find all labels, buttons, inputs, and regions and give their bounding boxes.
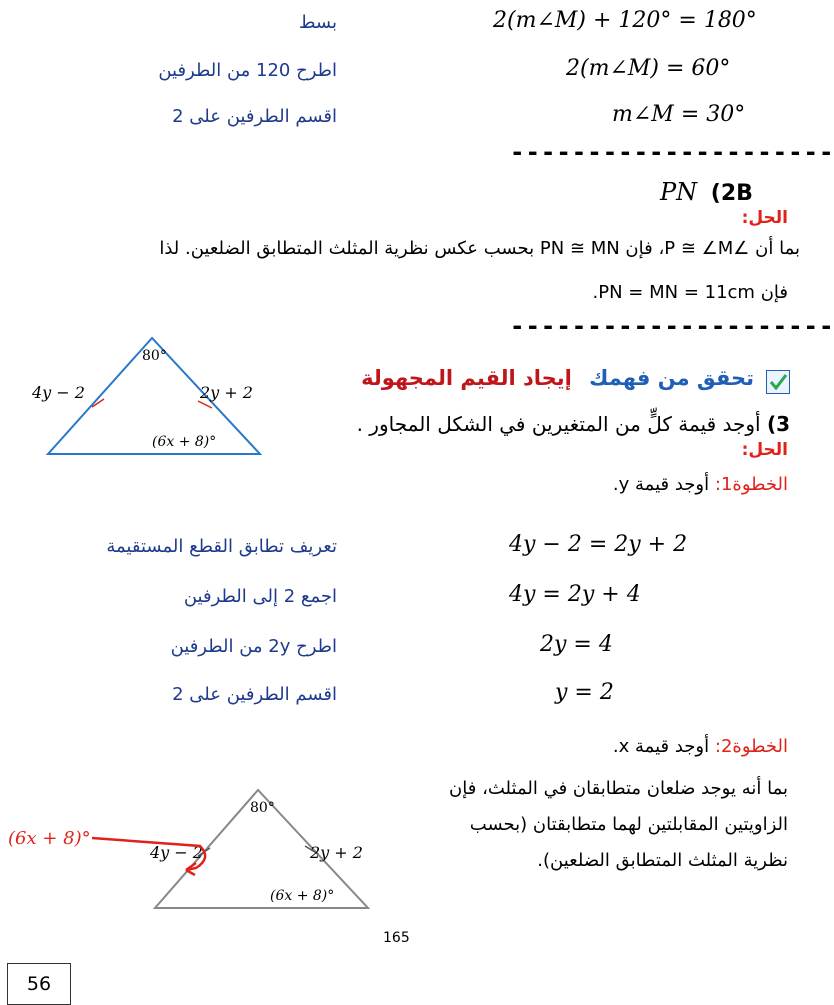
step1-reason-3: اطرح 2y من الطرفين	[170, 636, 337, 657]
check-prefix: تحقق من فهمك	[589, 366, 754, 390]
step1-line	[613, 474, 788, 495]
check-icon	[766, 370, 790, 394]
step2-para-2: الزاويتين المقابلتين لهما متطابقتان (بحسب	[469, 814, 788, 835]
tri1-base-angle: (6x + 8)°	[152, 434, 217, 450]
tri1-top-angle: 80°	[142, 348, 167, 364]
question-number: 3)	[766, 412, 790, 436]
step2-para-3: نظرية المثلث المتطابق الضلعين).	[537, 850, 788, 871]
proof-line-1: بما أن ∠P ≅ ∠M، فإن PN ≅ MN بحسب عكس نظرية المثلث المتطابق الضلعين. لذا	[159, 238, 800, 259]
tri1-left-label: 4y − 2	[32, 383, 85, 402]
solution-label-1: الحل:	[741, 208, 788, 228]
page-number-box	[7, 963, 71, 1005]
check-title: إيجاد القيم المجهولة	[361, 366, 572, 390]
reason-1: بسط	[298, 12, 337, 33]
reason-2: اطرح 120 من الطرفين	[158, 60, 337, 81]
tri2-left-label: 4y − 2	[150, 843, 203, 862]
part-2b-heading	[660, 178, 753, 206]
step2-label: الخطوة2:	[714, 736, 788, 757]
tri2-base-angle: (6x + 8)°	[270, 888, 335, 904]
step1-eq-2: 4y = 2y + 4	[509, 582, 641, 607]
part-2b-var: PN	[660, 178, 698, 206]
triangle-figure-2	[0, 760, 400, 920]
proof-line-2: فإن PN = MN = 11cm.	[592, 282, 788, 303]
reason-3: اقسم الطرفين على 2	[172, 106, 337, 127]
step2-para-1: بما أنه يوجد ضلعان متطابقان في المثلث، فإن	[449, 778, 788, 799]
question-3	[357, 412, 790, 436]
part-2b-label: (2B	[710, 181, 753, 206]
step1-eq-1: 4y − 2 = 2y + 2	[509, 532, 688, 557]
step1-text: أوجد قيمة y.	[612, 474, 710, 495]
step1-label: الخطوة1:	[714, 474, 788, 495]
step2-line	[613, 736, 788, 757]
step1-reason-4: اقسم الطرفين على 2	[172, 684, 337, 705]
triangle-figure-1	[32, 330, 277, 460]
page-number-box-text: 56	[26, 973, 52, 995]
step2-text: أوجد قيمة x.	[612, 736, 710, 757]
step1-reason-1: تعريف تطابق القطع المستقيمة	[106, 536, 337, 557]
page-number-center: 165	[383, 930, 410, 946]
equation-3: m∠M = 30°	[612, 102, 746, 127]
step1-reason-2: اجمع 2 إلى الطرفين	[183, 586, 337, 607]
step1-eq-4: y = 2	[555, 680, 614, 705]
tick-mark-right	[198, 401, 212, 408]
tri2-right-label: 2y + 2	[310, 843, 363, 862]
callout-label: (6x + 8)°	[8, 828, 91, 849]
check-heading	[361, 366, 754, 390]
question-text: أوجد قيمة كلٍّ من المتغيرين في الشكل المجاور .	[356, 412, 761, 436]
equation-2: 2(m∠M) = 60°	[566, 56, 731, 81]
separator-2: ---------------------	[510, 312, 834, 340]
step1-eq-3: 2y = 4	[540, 632, 613, 657]
separator-1: ---------------------	[510, 138, 834, 166]
tri1-right-label: 2y + 2	[200, 383, 253, 402]
tri2-top-angle: 80°	[250, 800, 275, 816]
equation-1: 2(m∠M) + 120° = 180°	[493, 8, 757, 33]
solution-label-2: الحل:	[741, 440, 788, 460]
